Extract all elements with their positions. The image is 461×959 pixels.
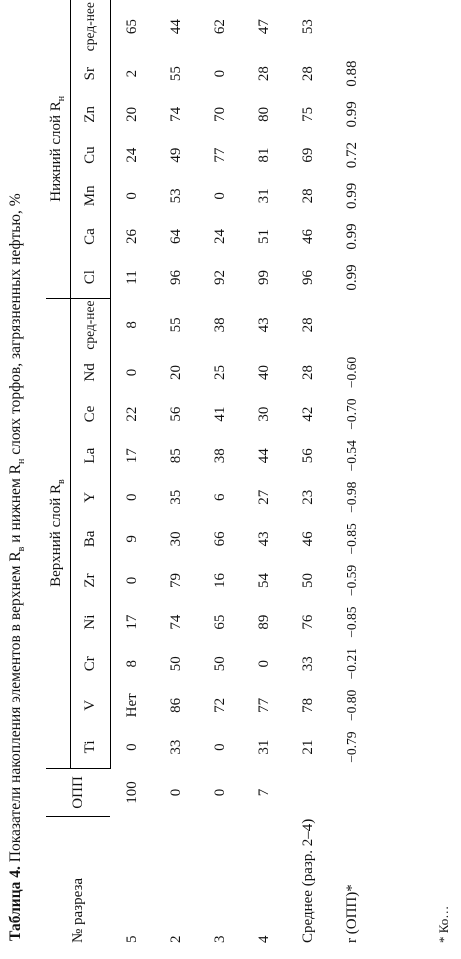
cell-value: 75 (299, 106, 316, 122)
cell-value: 49 (167, 147, 184, 163)
table-body (46, 0, 374, 945)
cell-value: −0.70 (344, 398, 359, 430)
cell-value: 54 (255, 573, 272, 589)
cell-value: 0.99 (343, 101, 360, 128)
column-header-upper-5: Ba (70, 518, 110, 560)
cell-value: 46 (299, 229, 316, 245)
cell-value: 96 (167, 269, 184, 285)
caption-sub-lower: н (16, 458, 28, 465)
row-opp: 0 (211, 788, 228, 797)
cell-value: 0 (211, 192, 228, 200)
cell-value: 11 (123, 270, 140, 285)
table-row (198, 0, 242, 945)
cell-value: 38 (211, 448, 228, 464)
row-id: 2 (167, 935, 184, 943)
cell-value: 65 (211, 614, 228, 630)
header-row-groups (46, 0, 70, 945)
cell-value: 16 (211, 573, 228, 589)
cell-value: 0.72 (343, 141, 360, 169)
cell-value: 0 (123, 743, 140, 751)
table-caption (6, 11, 31, 941)
cell-value: 28 (299, 188, 316, 204)
column-header-upper-2: Cr (70, 643, 110, 685)
table-row (242, 0, 286, 945)
row-opp (286, 768, 330, 817)
cell-value: 46 (299, 531, 316, 547)
cell-value: 50 (211, 656, 228, 672)
cell-value: 24 (123, 147, 140, 163)
cell-value: 78 (299, 697, 316, 713)
row-id: Среднее (разр. 2–4) (299, 818, 316, 943)
cell-value: −0.85 (344, 523, 359, 555)
cell-value: −0.98 (344, 481, 359, 513)
cell-value: 56 (299, 448, 316, 464)
cell-value: 28 (255, 66, 272, 82)
cell-value: 80 (255, 106, 272, 122)
cell-value: 62 (211, 19, 228, 35)
cell-value: 66 (211, 531, 228, 547)
cell-value: 35 (167, 489, 184, 505)
cell-value: 77 (255, 697, 272, 713)
column-header-upper-9: Nd (70, 352, 110, 394)
cell-value: 47 (255, 19, 272, 35)
row-id: r (ОПП)* (343, 884, 360, 943)
cell-value: 42 (299, 406, 316, 422)
cell-value: 74 (167, 106, 184, 122)
cell-value: 53 (167, 188, 184, 204)
column-header-upper-8: Ce (70, 393, 110, 435)
cell-value: 30 (255, 406, 272, 422)
cell-value: 41 (211, 406, 228, 422)
cell-value: 92 (211, 269, 228, 285)
cell-value: 8 (123, 321, 140, 329)
cell-value: 79 (167, 573, 184, 589)
caption-text-mid: и нижнем R (7, 464, 24, 547)
cell-value: 20 (167, 364, 184, 380)
cell-value: 65 (123, 19, 140, 35)
row-id: 3 (211, 935, 228, 943)
cell-value: 0 (255, 659, 272, 668)
cell-value: −0.80 (344, 689, 359, 721)
cell-value: −0.21 (344, 648, 359, 680)
row-id: 5 (123, 935, 140, 943)
cell-value: 26 (123, 229, 140, 245)
caption-sub-upper: в (16, 546, 28, 552)
cell-value: 28 (299, 364, 316, 380)
cell-value: 99 (255, 269, 272, 285)
cell-value: 53 (299, 19, 316, 35)
table-row (286, 0, 330, 945)
cell-value: 89 (255, 614, 272, 630)
cell-value: 9 (123, 535, 140, 543)
cell-value: 44 (255, 448, 272, 464)
header-num: № разреза (69, 877, 86, 943)
header-lower-layer (46, 0, 70, 298)
column-header-lower-6: сред-нее (70, 0, 110, 53)
row-opp: 7 (255, 788, 272, 797)
row-opp: 100 (123, 781, 140, 804)
column-header-upper-6: Y (70, 476, 110, 518)
cell-value: 76 (299, 614, 316, 630)
cell-value: 6 (211, 493, 228, 502)
table-row (330, 0, 374, 945)
cell-value: −0.59 (344, 564, 359, 597)
cell-value: 2 (123, 69, 140, 78)
row-opp (330, 768, 374, 817)
upper-layer-label: Верхний слой R (48, 484, 65, 587)
cell-value: −0.54 (344, 440, 359, 472)
cell-value: 38 (211, 317, 228, 333)
cell-value: 74 (167, 614, 184, 630)
cell-value: 27 (255, 489, 272, 505)
column-header-lower-3: Cu (70, 135, 110, 176)
cell-value: 33 (167, 739, 184, 755)
cell-value: 23 (299, 489, 316, 505)
cell-value (330, 0, 374, 53)
cell-value: 50 (299, 573, 316, 589)
cell-value: 50 (167, 656, 184, 672)
cell-value: 17 (123, 614, 140, 630)
cell-value: 20 (123, 106, 140, 122)
row-id: 4 (255, 935, 272, 943)
cell-value: 64 (167, 229, 184, 245)
upper-layer-sub: в (56, 479, 68, 484)
cell-value: 0 (211, 69, 228, 78)
column-header-upper-0: Ti (70, 726, 110, 768)
cell-value: 40 (255, 364, 272, 380)
column-header-lower-5: Sr (70, 53, 110, 94)
cell-value: −0.79 (344, 731, 359, 763)
cell-value: 0 (123, 576, 140, 585)
cell-value: −0.60 (344, 356, 359, 389)
cell-value: 77 (211, 147, 228, 163)
data-table (46, 0, 374, 945)
table-row (110, 0, 154, 945)
caption-label: Таблица 4. (7, 866, 24, 941)
cell-value: 72 (211, 697, 228, 713)
cell-value: 0 (123, 493, 140, 502)
footnote: * Ко… (436, 905, 451, 943)
cell-value: 51 (255, 229, 272, 245)
column-header-lower-2: Mn (70, 175, 110, 216)
cell-value: 8 (123, 659, 140, 668)
cell-value: 55 (167, 66, 184, 82)
cell-value: 28 (299, 317, 316, 333)
cell-value: 0 (123, 192, 140, 200)
cell-value: 28 (299, 66, 316, 82)
column-header-lower-1: Ca (70, 216, 110, 257)
row-opp: 0 (167, 788, 184, 797)
table-row (154, 0, 198, 945)
column-header-lower-4: Zn (70, 94, 110, 135)
cell-value: 44 (167, 19, 184, 35)
cell-value: 96 (299, 269, 316, 285)
cell-value: 30 (167, 531, 184, 547)
cell-value: 0.99 (343, 223, 360, 250)
cell-value: 0.88 (343, 60, 360, 87)
cell-value: 0.99 (343, 182, 360, 209)
cell-value: 43 (255, 531, 272, 547)
caption-text-end: слоях торфов, загрязненных нефтью, % (7, 193, 24, 459)
cell-value: −0.85 (344, 606, 359, 638)
cell-value: 69 (299, 147, 316, 163)
cell-value: 70 (211, 106, 228, 122)
column-header-upper-7: La (70, 435, 110, 477)
cell-value: 81 (255, 147, 272, 163)
cell-value: 17 (123, 448, 140, 464)
cell-value: 21 (299, 739, 316, 755)
cell-value: 55 (167, 317, 184, 333)
column-header-upper-1: V (70, 685, 110, 727)
cell-value: 0 (123, 368, 140, 377)
header-upper-layer (46, 298, 70, 768)
lower-layer-label: Нижний слой R (48, 101, 65, 202)
caption-text: Показатели накопления элементов в верхнем R (7, 551, 24, 863)
cell-value: 22 (123, 406, 140, 422)
cell-value: 31 (255, 739, 272, 755)
cell-value: 25 (211, 364, 228, 380)
cell-value: Нет (123, 693, 140, 718)
column-header-lower-0: Cl (70, 257, 110, 298)
cell-value: 0 (211, 743, 228, 751)
cell-value: 85 (167, 448, 184, 464)
cell-value: 56 (167, 406, 184, 422)
cell-value: 43 (255, 317, 272, 333)
cell-value: 0.99 (343, 264, 360, 291)
cell-value: 86 (167, 697, 184, 713)
lower-layer-sub: н (56, 95, 68, 102)
cell-value: 24 (211, 229, 228, 245)
column-header-upper-3: Ni (70, 601, 110, 643)
header-opp: ОПП (46, 768, 110, 817)
cell-value (330, 298, 374, 352)
column-header-upper-4: Zr (70, 560, 110, 602)
cell-value: 33 (299, 656, 316, 672)
column-header-upper-10: сред-нее (70, 298, 110, 352)
cell-value: 31 (255, 188, 272, 204)
